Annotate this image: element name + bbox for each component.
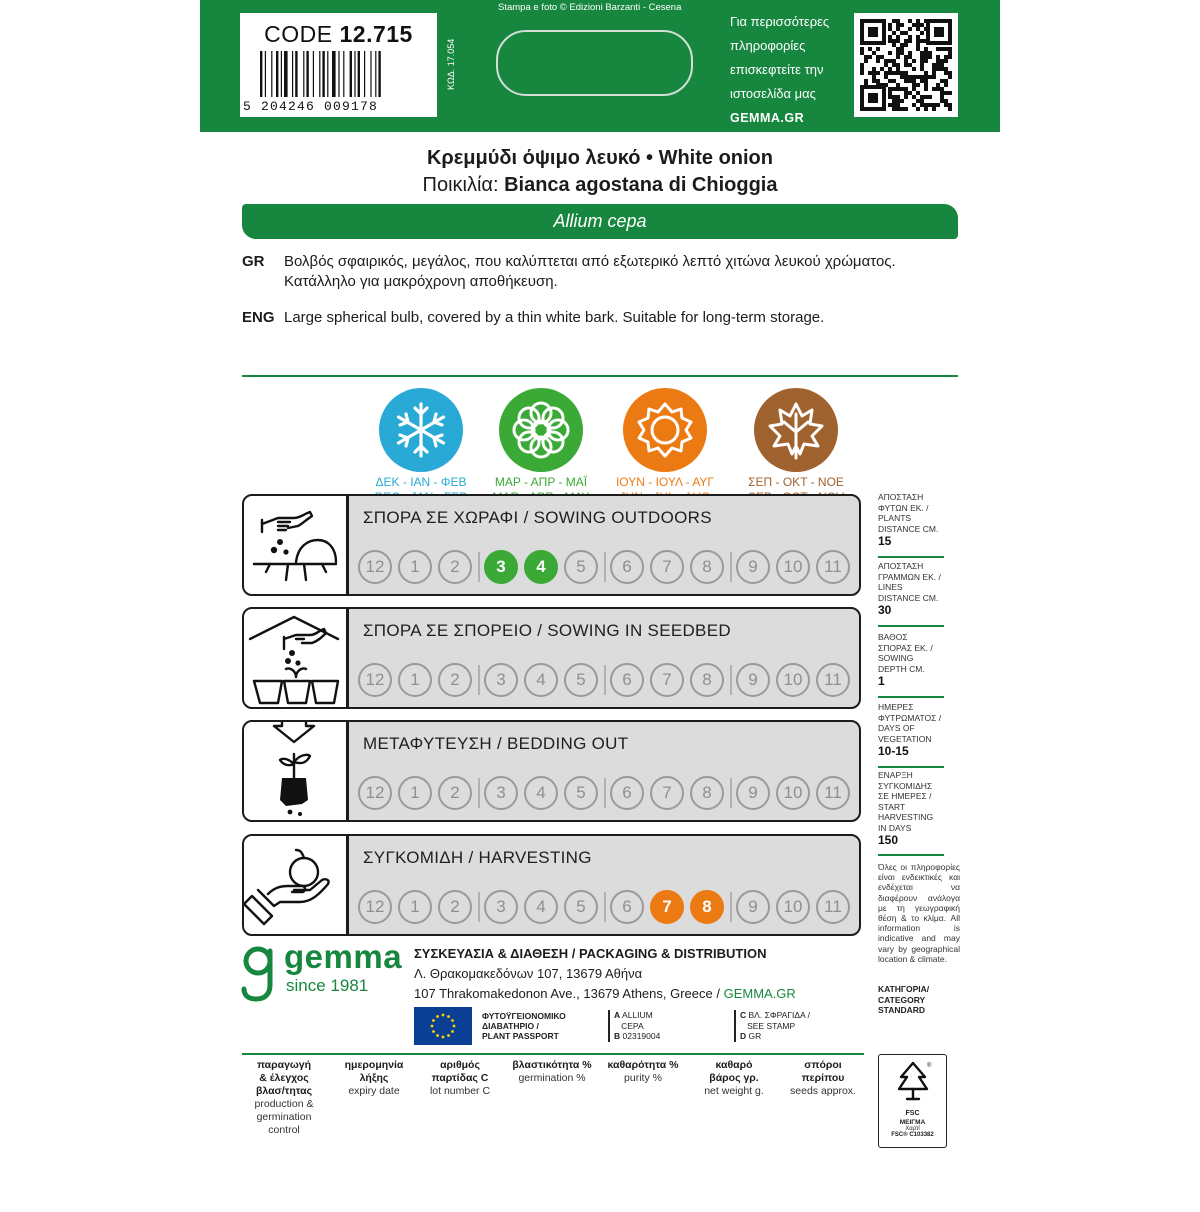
kod-code: ΚΩΔ. 17.054 [446, 38, 456, 90]
month-3: 3 [484, 550, 518, 584]
month-8: 8 [690, 776, 724, 810]
month-7: 7 [650, 776, 684, 810]
season-separator [730, 778, 732, 808]
qr-code-pattern [854, 13, 958, 117]
passport-c: ΒΛ. ΣΦΡΑΓΙΔΑ / [748, 1010, 810, 1020]
batch-heading: βάρος γρ. [709, 1072, 759, 1084]
sun-icon [623, 388, 707, 472]
season-spring [476, 388, 606, 505]
description-gr [242, 252, 958, 292]
latin-name: Allium cepa [242, 204, 958, 239]
season-label-gr: ΙΟΥΝ - ΙΟΥΛ - ΑΥΓ [615, 475, 715, 489]
month-9: 9 [736, 776, 770, 810]
spec-value: 1 [878, 674, 885, 688]
spec-value: 30 [878, 603, 892, 617]
row-sowing-outdoors [347, 494, 861, 596]
month-12: 12 [358, 550, 392, 584]
month-2: 2 [438, 550, 472, 584]
spec-value: 10-15 [878, 744, 909, 758]
season-separator [730, 892, 732, 922]
season-separator [604, 778, 606, 808]
batch-subheading: germination % [518, 1072, 586, 1084]
month-10: 10 [776, 663, 810, 697]
barcode-digits: 5 204246 009178 [243, 99, 379, 114]
seed-window [496, 30, 693, 96]
month-10: 10 [776, 776, 810, 810]
month-3: 3 [484, 890, 518, 924]
leaf-icon [754, 388, 838, 472]
month-11: 11 [816, 776, 850, 810]
batch-info-column [600, 1059, 686, 1085]
month-3: 3 [484, 776, 518, 810]
qr-code-icon[interactable] [854, 13, 958, 117]
month-1: 1 [398, 890, 432, 924]
spec-label: START [878, 801, 906, 812]
print-credit: Stampa e foto © Edizioni Barzanti - Cesena [498, 2, 682, 13]
month-4: 4 [524, 663, 558, 697]
row-title: ΣΥΓΚΟΜΙΔΗ / HARVESTING [363, 848, 592, 867]
month-3: 3 [484, 663, 518, 697]
month-12: 12 [358, 776, 392, 810]
month-11: 11 [816, 550, 850, 584]
info-line: επισκεφτείτε την [730, 62, 824, 77]
month-12: 12 [358, 663, 392, 697]
batch-info-column [692, 1059, 776, 1098]
sowing-outdoors-icon [242, 494, 348, 596]
batch-info-column [242, 1059, 326, 1137]
month-9: 9 [736, 663, 770, 697]
description-text: Large spherical bulb, covered by a thin white bark. Suitable for long-term storage. [284, 309, 825, 326]
lang-label: GR [242, 253, 265, 270]
variety-label: Ποικιλία: [422, 174, 499, 196]
snowflake-icon [379, 388, 463, 472]
code-number: 12.715 [339, 21, 413, 47]
batch-info-column [786, 1059, 860, 1098]
month-8: 8 [690, 890, 724, 924]
spec-label: VEGETATION [878, 733, 932, 744]
season-label-gr: ΜΑΡ - ΑΠΡ - ΜΑΪ [494, 475, 588, 489]
passport-d: GR [748, 1031, 762, 1041]
spec-label: ΓΡΑΜΜΩΝ ΕΚ. / [878, 571, 941, 582]
brand-name: gemma [284, 938, 403, 975]
spec-label: ΕΝΑΡΞΗ [878, 770, 913, 780]
spec-label: ΣΥΓΚΟΜΙΔΗΣ [878, 780, 933, 791]
batch-heading: παρτίδας C [431, 1072, 489, 1084]
passport-c: SEE STAMP [747, 1020, 796, 1031]
batch-subheading: germination [256, 1111, 312, 1123]
info-line: πληροφορίες [730, 38, 806, 53]
month-7: 7 [650, 890, 684, 924]
sowing-seedbed-icon [242, 607, 348, 709]
spec-item [878, 770, 960, 846]
fsc-sub: Χαρτί [905, 1126, 920, 1132]
divider [242, 1053, 864, 1055]
fsc-name: FSC [905, 1110, 920, 1117]
row-title: ΣΠΟΡΑ ΣΕ ΣΠΟΡΕΙΟ / SOWING IN SEEDBED [363, 621, 731, 640]
batch-info-column [418, 1059, 502, 1098]
season-separator [604, 665, 606, 695]
batch-subheading: control [268, 1124, 300, 1136]
batch-subheading: seeds approx. [790, 1085, 856, 1097]
divider [242, 375, 958, 377]
batch-heading: καθαρότητα % [607, 1059, 679, 1071]
category [878, 984, 929, 1016]
variety-name: Bianca agostana di Chioggia [504, 174, 778, 196]
spec-value: 150 [878, 833, 899, 847]
season-separator [604, 552, 606, 582]
batch-heading: σπόροι [804, 1059, 842, 1071]
month-6: 6 [610, 890, 644, 924]
season-separator [478, 778, 480, 808]
spec-item [878, 632, 960, 687]
spec-divider [878, 556, 944, 558]
batch-heading: λήξης [359, 1072, 389, 1084]
passport-title: ΔΙΑΒΑΤΗΡΙΟ / [482, 1021, 539, 1031]
month-4: 4 [524, 550, 558, 584]
spec-label: ΦΥΤΡΩΜΑΤΟΣ / [878, 712, 942, 723]
season-winter [356, 388, 486, 505]
website-link[interactable]: GEMMA.GR [730, 111, 805, 125]
season-separator [604, 892, 606, 922]
month-1: 1 [398, 776, 432, 810]
month-7: 7 [650, 550, 684, 584]
month-6: 6 [610, 663, 644, 697]
month-9: 9 [736, 890, 770, 924]
spec-label: ΑΠΟΣΤΑΣΗ [878, 561, 924, 571]
info-line: ιστοσελίδα μας [730, 86, 816, 101]
row-sowing-seedbed [347, 607, 861, 709]
spec-label: LINES [878, 582, 903, 592]
distribution-heading: ΣΥΣΚΕΥΑΣΙΑ & ΔΙΑΘΕΣΗ / PACKAGING & DISTRIBUTION [414, 946, 767, 961]
season-autumn [731, 388, 861, 505]
season-label-gr: ΣΕΠ - ΟΚΤ - ΝΟΕ [748, 475, 844, 489]
month-8: 8 [690, 550, 724, 584]
season-summer [600, 388, 730, 505]
batch-subheading: expiry date [348, 1085, 400, 1097]
fsc-tree-icon [893, 1059, 933, 1103]
category-value: STANDARD [878, 1005, 926, 1015]
spec-divider [878, 696, 944, 698]
barcode-icon [260, 51, 420, 97]
month-9: 9 [736, 550, 770, 584]
spec-label: IN DAYS [878, 822, 912, 833]
month-7: 7 [650, 663, 684, 697]
category-label-gr: ΚΑΤΗΓΟΡΙΑ/ [878, 984, 930, 994]
spec-item [878, 492, 960, 547]
row-bedding-out [347, 720, 861, 822]
description-text: Βολβός σφαιρικός, μεγάλος, που καλύπτεται από εξωτερικό λεπτό χιτώνα λευκού χρώματος. Κατάλληλο για μακρόχρονη αποθήκευση. [284, 253, 896, 290]
batch-info-column [336, 1059, 412, 1098]
description-en [242, 308, 958, 328]
row-title: ΣΠΟΡΑ ΣΕ ΧΩΡΑΦΙ / SOWING OUTDOORS [363, 508, 712, 527]
spec-label: PLANTS [878, 513, 912, 523]
spec-label: ΦΥΤΩΝ ΕΚ. / [878, 502, 929, 513]
batch-heading: βλασ/τητας [255, 1085, 313, 1097]
barcode-label [240, 13, 437, 117]
header-bar [200, 0, 1000, 132]
spec-divider [878, 766, 944, 768]
spec-label: DEPTH CM. [878, 663, 925, 674]
spec-label: SOWING [878, 653, 914, 663]
month-2: 2 [438, 663, 472, 697]
bedding-out-icon [242, 720, 348, 822]
month-6: 6 [610, 550, 644, 584]
batch-heading: ημερομηνία [344, 1059, 404, 1071]
spec-label: DISTANCE CM. [878, 592, 939, 603]
passport-a: ALLIUM [622, 1010, 653, 1020]
address-en: 107 Thrakomakedonon Ave., 13679 Athens, Greece / [414, 986, 724, 1001]
code-prefix: CODE [264, 21, 333, 47]
spec-label: HARVESTING [878, 812, 934, 822]
batch-heading: καθαρό [715, 1059, 753, 1071]
website-link[interactable]: GEMMA.GR [723, 986, 796, 1001]
month-8: 8 [690, 663, 724, 697]
spec-label: ΣΕ ΗΜΕΡΕΣ / [878, 791, 932, 801]
disclaimer-note: Όλες οι πληροφορίες είναι ενδεικτικές και ενδέχεται να διαφέρουν ανάλογα με τη γεωγραφική θέση & το κλίμα. All information is indicative and may vary by geographical location & climate. [878, 862, 960, 964]
batch-subheading: lot number C [429, 1085, 491, 1097]
harvesting-icon [242, 834, 348, 936]
spec-item [878, 561, 960, 616]
distribution-info [414, 944, 796, 1004]
passport-a: CEPA [621, 1020, 644, 1031]
batch-heading: αριθμός [440, 1059, 480, 1071]
fsc-code: FSC® C103382 [891, 1132, 934, 1138]
month-12: 12 [358, 890, 392, 924]
month-11: 11 [816, 663, 850, 697]
spec-divider [878, 625, 944, 627]
lang-label: ENG [242, 309, 275, 326]
batch-heading: παραγωγή [256, 1059, 312, 1071]
batch-info-column [508, 1059, 596, 1085]
batch-heading: περίπου [801, 1072, 845, 1084]
fsc-mix: ΜΕΙΓΜΑ [899, 1119, 926, 1126]
batch-subheading: purity % [624, 1072, 662, 1084]
batch-subheading: net weight g. [704, 1085, 764, 1097]
month-5: 5 [564, 776, 598, 810]
row-harvesting [347, 834, 861, 936]
month-6: 6 [610, 776, 644, 810]
passport-title: ΦΥΤΟΫΓΕΙΟΝΟΜΙΚΟ [482, 1011, 566, 1021]
info-line: Για περισσότερες [730, 14, 830, 29]
category-label-en: CATEGORY [878, 994, 926, 1005]
season-separator [730, 552, 732, 582]
eu-flag-icon [414, 1007, 472, 1045]
spec-item [878, 702, 960, 757]
fsc-logo [878, 1054, 947, 1148]
month-10: 10 [776, 890, 810, 924]
batch-subheading: production & [254, 1098, 314, 1110]
info-text [730, 10, 829, 130]
month-2: 2 [438, 776, 472, 810]
season-separator [478, 892, 480, 922]
month-2: 2 [438, 890, 472, 924]
flower-icon [499, 388, 583, 472]
month-4: 4 [524, 776, 558, 810]
product-name: Κρεμμύδι όψιμο λευκό • White onion [426, 147, 773, 169]
month-11: 11 [816, 890, 850, 924]
batch-heading: & έλεγχος [259, 1072, 309, 1084]
product-title [240, 145, 960, 199]
month-1: 1 [398, 550, 432, 584]
season-separator [478, 552, 480, 582]
season-separator [478, 665, 480, 695]
passport-b: 02319004 [622, 1031, 661, 1041]
batch-heading: βλαστικότητα % [512, 1059, 592, 1071]
month-4: 4 [524, 890, 558, 924]
spec-divider [878, 854, 944, 856]
gemma-logo-icon [240, 945, 276, 1003]
month-5: 5 [564, 890, 598, 924]
spec-value: 15 [878, 534, 892, 548]
spec-label: ΣΠΟΡΑΣ ΕΚ. / [878, 642, 933, 653]
plant-passport: ΦΥΤΟΫΓΕΙΟΝΟΜΙΚΟ ΔΙΑΒΑΤΗΡΙΟ / PLANT PASSPORT A ALLIUM CEPA B 02319004 C ΒΛ. ΣΦΡΑΓΙΔΑ / SEE STAMP D GR [414, 1007, 842, 1045]
row-title: ΜΕΤΑΦΥΤΕΥΣΗ / BEDDING OUT [363, 734, 629, 753]
spec-label: DAYS OF [878, 723, 915, 733]
spec-label: ΑΠΟΣΤΑΣΗ [878, 492, 924, 502]
season-separator [730, 665, 732, 695]
month-10: 10 [776, 550, 810, 584]
month-5: 5 [564, 663, 598, 697]
passport-title: PLANT PASSPORT [482, 1031, 559, 1041]
spec-label: ΗΜΕΡΕΣ [878, 702, 914, 712]
address-gr: Λ. Θρακομακεδόνων 107, 13679 Αθήνα [414, 966, 643, 981]
brand-since: since 1981 [286, 976, 369, 995]
month-5: 5 [564, 550, 598, 584]
month-1: 1 [398, 663, 432, 697]
svg-text:®: ® [926, 1063, 931, 1069]
spec-label: DISTANCE CM. [878, 523, 939, 534]
spec-label: ΒΑΘΟΣ [878, 632, 908, 642]
season-label-gr: ΔΕΚ - ΙΑΝ - ΦΕΒ [375, 475, 467, 489]
